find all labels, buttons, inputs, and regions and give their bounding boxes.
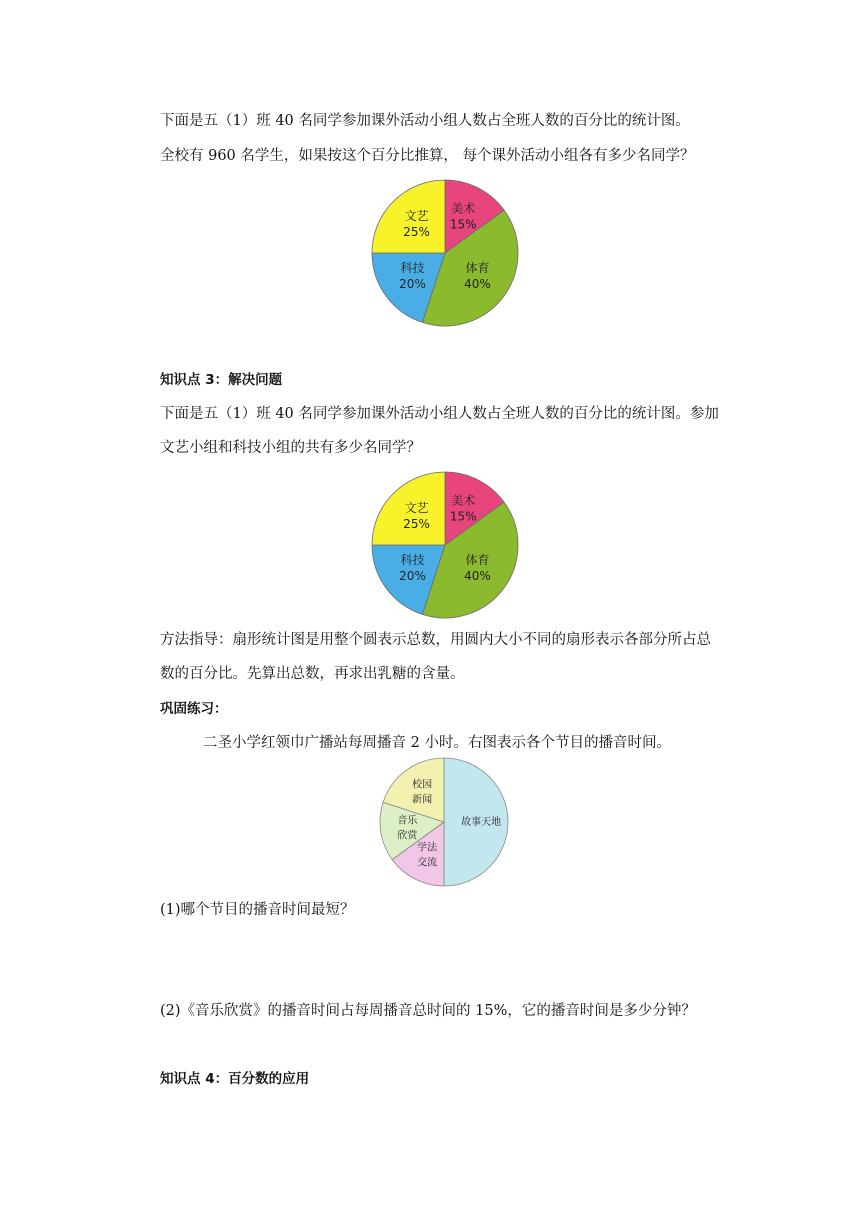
paragraph-line: 下面是五（1）班 40 名同学参加课外活动小组人数占全班人数的百分比的统计图。 (160, 113, 690, 129)
pie-value-label: 40% (464, 569, 491, 584)
paragraph-line: 二圣小学红领巾广播站每周播音 2 小时。右图表示各个节目的播音时间。 (203, 735, 671, 751)
paragraph-line: 全校有 960 名学生，如果按这个百分比推算， 每个课外活动小组各有多少名同学？ (160, 148, 695, 164)
paragraph-line: 方法指导：扇形统计图是用整个圆表示总数，用圆内大小不同的扇形表示各部分所占总 (160, 632, 711, 648)
pie-category-label: 科技 (400, 553, 425, 568)
pie-category-label: 科技 (400, 261, 425, 276)
pie-category-label: 欣赏 (397, 830, 418, 842)
pie-value-label: 15% (449, 217, 477, 232)
pie-category-label: 校园 (412, 779, 433, 791)
pie-chart-activity-groups-2 (370, 470, 520, 620)
pie-category-label: 文艺 (404, 501, 429, 516)
section-heading: 知识点 3：解决问题 (160, 372, 283, 388)
pie-chart-activity-groups-1 (370, 178, 520, 328)
pie-category-label: 体育 (465, 553, 490, 568)
pie-chart-broadcast-programs (376, 756, 512, 888)
pie-value-label: 20% (399, 277, 426, 292)
paragraph-line: 文艺小组和科技小组的共有多少名同学？ (160, 440, 421, 456)
section-heading: 巩固练习： (160, 701, 228, 717)
pie-category-label: 体育 (465, 261, 490, 276)
paragraph-line: 数的百分比。先算出总数，再求出乳糖的含量。 (160, 666, 465, 682)
pie-category-label: 交流 (417, 857, 438, 869)
pie-value-label: 25% (403, 225, 430, 240)
pie-value-label: 40% (464, 277, 491, 292)
pie-value-label: 20% (399, 569, 426, 584)
paragraph-line: 下面是五（1）班 40 名同学参加课外活动小组人数占全班人数的百分比的统计图。参加 (160, 406, 719, 422)
pie-value-label: 15% (449, 509, 477, 524)
question-2: (2)《音乐欣赏》的播音时间占每周播音总时间的 15%，它的播音时间是多少分钟？ (160, 1003, 696, 1019)
pie-category-label: 美术 (451, 201, 476, 216)
section-heading: 知识点 4：百分数的应用 (160, 1071, 310, 1087)
pie-value-label: 25% (403, 517, 430, 532)
pie-category-label: 学法 (417, 842, 438, 854)
pie-category-label: 音乐 (397, 815, 418, 827)
question-1: (1)哪个节目的播音时间最短？ (160, 902, 355, 918)
pie-category-label: 美术 (451, 493, 476, 508)
pie-category-label: 文艺 (404, 209, 429, 224)
pie-category-label: 新闻 (412, 794, 433, 806)
pie-category-label: 故事天地 (461, 817, 502, 828)
